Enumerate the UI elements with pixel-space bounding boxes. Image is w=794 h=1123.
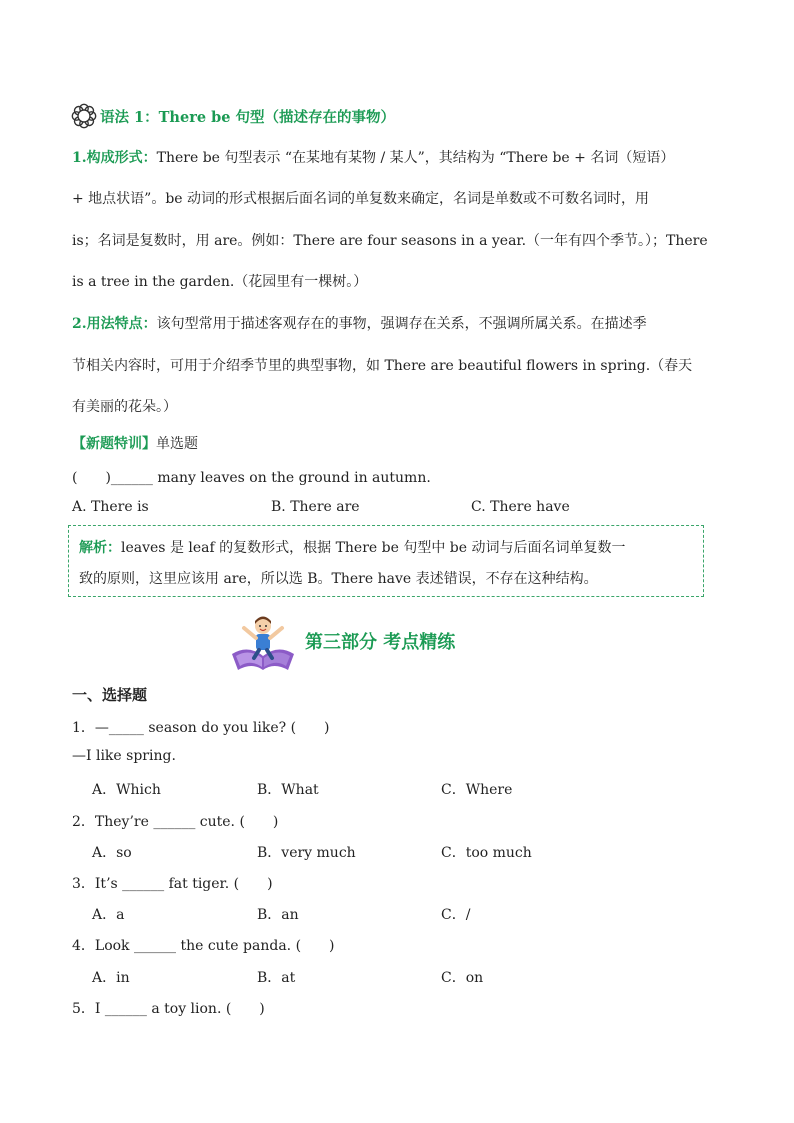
training-label: 【新题特训】	[72, 436, 156, 452]
usage-line-2: 节相关内容时，可用于介绍季节里的典型事物，如 There are beautiful flowers in spring.（春天	[72, 358, 693, 374]
training-option-c: C. There have	[471, 499, 570, 515]
training-heading	[72, 434, 198, 454]
question-2-option-c: C．too much	[441, 845, 532, 861]
question-4-option-c: C．on	[441, 970, 484, 986]
section-title: 一、选择题	[72, 686, 148, 704]
question-5-stem: 5．I ______ a toy lion. ( )	[72, 1001, 265, 1017]
question-4-option-b: B．at	[257, 970, 296, 986]
question-4-option-a: A．in	[92, 970, 130, 986]
question-1-stem: 1．—_____ season do you like? ( )	[72, 720, 330, 736]
flower-outline-icon	[70, 102, 98, 130]
analysis-box	[68, 525, 704, 597]
reading-boy-book-icon	[228, 614, 298, 672]
training-type: 单选题	[156, 436, 198, 452]
structure-line-1: 1.构成形式：There be 句型表示 “在某地有某物 / 某人”，其结构为 “There be + 名词（短语）	[72, 150, 675, 166]
question-2-option-b: B．very much	[257, 845, 356, 861]
usage-label: 2.用法特点：	[72, 316, 157, 332]
analysis-line-2: 致的原则，这里应该用 are，所以选 B。There have 表述错误，不存在这种结构。	[79, 571, 598, 587]
usage-line-3: 有美丽的花朵。）	[72, 399, 177, 415]
question-2-option-a: A．so	[92, 845, 132, 861]
analysis-label: 解析：	[79, 540, 121, 556]
structure-line-4: is a tree in the garden.（花园里有一棵树。）	[72, 274, 368, 290]
structure-label: 1.构成形式：	[72, 150, 157, 166]
question-1-option-b: B．What	[257, 782, 319, 798]
question-3-option-a: A．a	[92, 907, 125, 923]
grammar-title-text: 语法 1：There be 句型（描述存在的事物）	[100, 108, 396, 126]
structure-line-2: + 地点状语”。be 动词的形式根据后面名词的单复数来确定，名词是单数或不可数名词时，用	[72, 191, 650, 207]
question-4-stem: 4．Look ______ the cute panda. ( )	[72, 938, 335, 954]
question-3-option-c: C．/	[441, 907, 471, 923]
question-2-stem: 2．They’re ______ cute. ( )	[72, 814, 279, 830]
part-title: 第三部分 考点精练	[305, 632, 456, 653]
usage-line-1: 2.用法特点：该句型常用于描述客观存在的事物，强调存在关系，不强调所属关系。在描述季	[72, 316, 647, 332]
training-question: ( )______ many leaves on the ground in autumn.	[72, 470, 431, 486]
grammar-title	[70, 102, 395, 130]
question-1-option-a: A．Which	[92, 782, 161, 798]
question-3-option-b: B．an	[257, 907, 299, 923]
question-1-option-c: C．Where	[441, 782, 513, 798]
training-option-b: B. There are	[271, 499, 360, 515]
analysis-line-1: 解析：leaves 是 leaf 的复数形式，根据 There be 句型中 be 动词与后面名词单复数一	[79, 540, 626, 556]
question-1-extra: —I like spring.	[72, 748, 176, 764]
training-option-a: A. There is	[72, 499, 149, 515]
structure-line-3: is；名词是复数时，用 are。例如：There are four seasons in a year.（一年有四个季节。）；There	[72, 233, 708, 249]
question-3-stem: 3．It’s ______ fat tiger. ( )	[72, 876, 273, 892]
